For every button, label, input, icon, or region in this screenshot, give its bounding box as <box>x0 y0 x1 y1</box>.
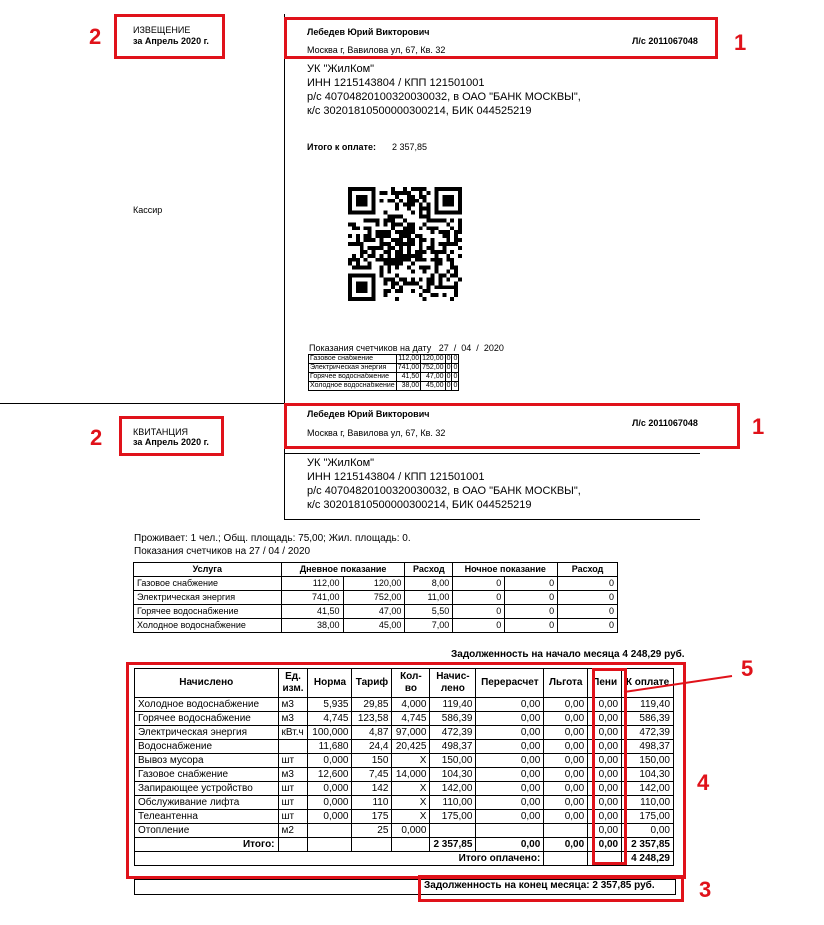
charges-cell: 0,00 <box>544 726 588 740</box>
charges-cell: Х <box>392 754 430 768</box>
charges-cell: 0,00 <box>544 796 588 810</box>
charges-cell: 586,39 <box>430 712 476 726</box>
charges-cell: 150,00 <box>622 754 674 768</box>
charges-cell: 142,00 <box>430 782 476 796</box>
charges-cell: 14,000 <box>392 768 430 782</box>
meters-cell: 38,00 <box>281 619 343 633</box>
charges-cell: 0,00 <box>544 782 588 796</box>
meters-cell: 0 <box>558 605 618 619</box>
charges-cell: 498,37 <box>622 740 674 754</box>
meters-cell: 0 <box>453 577 505 591</box>
charges-cell: 142 <box>352 782 392 796</box>
charges-cell: м3 <box>278 768 308 782</box>
charges-cell: 150,00 <box>430 754 476 768</box>
receipt-org-rs: р/с 40704820100320030032, в ОАО "БАНК МОСКВЫ", <box>307 485 581 497</box>
notice-meter-table <box>308 354 459 391</box>
meters-cell: 11,00 <box>405 591 453 605</box>
charges-cell: 119,40 <box>622 698 674 712</box>
annotation-number-1-bottom: 1 <box>752 414 765 439</box>
charges-cell: Холодное водоснабжение <box>135 698 279 712</box>
meters-row <box>134 577 618 591</box>
receipt-org-ks: к/с 30201810500000300214, БИК 044525219 <box>307 499 532 511</box>
charges-cell: 0,00 <box>588 698 622 712</box>
charges-cell: 4,745 <box>308 712 352 726</box>
charges-cell: 0,000 <box>308 754 352 768</box>
charges-cell: 150 <box>352 754 392 768</box>
total-penalty: 0,00 <box>588 838 622 852</box>
receipt-period: за Апрель 2020 г. <box>133 437 209 447</box>
notice-meter-cell: 0 <box>453 364 458 371</box>
annotation-number-2-bottom: 2 <box>90 425 103 450</box>
annotation-number-1-top: 1 <box>734 30 747 55</box>
meters-cell: 112,00 <box>281 577 343 591</box>
charges-cell: 0,00 <box>544 712 588 726</box>
meters-header-day: Дневное показание <box>281 563 405 577</box>
charges-cell: 472,39 <box>430 726 476 740</box>
total-recalc: 0,00 <box>476 838 544 852</box>
meters-cell: 0 <box>505 619 558 633</box>
charges-cell: 0,00 <box>476 768 544 782</box>
notice-meter-cell: 752,00 <box>422 364 444 371</box>
meters-row <box>134 591 618 605</box>
charges-cell: 4,745 <box>392 712 430 726</box>
notice-meter-cell: 0 <box>453 382 458 389</box>
charges-cell: 104,30 <box>622 768 674 782</box>
charges-header: Тариф <box>352 669 392 698</box>
charges-cell: 0,00 <box>588 810 622 824</box>
charges-cell: 119,40 <box>430 698 476 712</box>
charges-cell: 5,935 <box>308 698 352 712</box>
charges-cell: 0,000 <box>308 782 352 796</box>
meters-cell: 0 <box>505 605 558 619</box>
charges-header: Начис- лено <box>430 669 476 698</box>
paid-label: Итого оплачено: <box>135 852 544 866</box>
charges-cell: Обслуживание лифта <box>135 796 279 810</box>
charges-cell: 100,000 <box>308 726 352 740</box>
charges-cell: Газовое снабжение <box>135 768 279 782</box>
receipt-account-number: Л/с 2011067048 <box>632 418 698 428</box>
charges-cell: 7,45 <box>352 768 392 782</box>
annotation-number-5: 5 <box>741 656 754 681</box>
charges-header: Норма <box>308 669 352 698</box>
meters-cell: 0 <box>505 577 558 591</box>
charges-cell: 0,00 <box>588 768 622 782</box>
account-number: Л/с 2011067048 <box>632 36 698 46</box>
notice-meter-cell: 0 <box>446 355 451 362</box>
charges-header: К оплате <box>622 669 674 698</box>
receipt-payer-name: Лебедев Юрий Викторович <box>307 409 430 419</box>
charges-cell: 0,000 <box>308 810 352 824</box>
meter-month: 04 <box>461 343 472 353</box>
charges-cell: 0,00 <box>588 824 622 838</box>
charges-cell: 0,00 <box>476 726 544 740</box>
charges-cell: Х <box>392 782 430 796</box>
annotation-box-1-top <box>284 17 718 59</box>
meters-cell: 741,00 <box>281 591 343 605</box>
payer-name: Лебедев Юрий Викторович <box>307 27 430 37</box>
notice-period: за Апрель 2020 г. <box>133 36 209 46</box>
meter-year: 2020 <box>483 343 504 353</box>
total-value: 2 357,85 <box>392 142 428 152</box>
charges-cell: 586,39 <box>622 712 674 726</box>
qr-code <box>348 187 462 301</box>
meters-cell: Газовое снабжение <box>134 577 282 591</box>
charges-cell: шт <box>278 810 308 824</box>
charges-cell: 0,00 <box>544 740 588 754</box>
charges-cell: шт <box>278 782 308 796</box>
meters-cell: 0 <box>453 605 505 619</box>
charges-cell: м2 <box>278 824 308 838</box>
charges-cell: Водоснабжение <box>135 740 279 754</box>
receipt-org-name: УК "ЖилКом" <box>307 457 375 469</box>
charges-total-label: Итого: <box>135 838 279 852</box>
meters-cell: 0 <box>558 591 618 605</box>
charges-cell: Электрическая энергия <box>135 726 279 740</box>
notice-title: ИЗВЕЩЕНИЕ <box>133 25 191 35</box>
charges-cell: 110,00 <box>430 796 476 810</box>
total-to-pay: 2 357,85 <box>622 838 674 852</box>
charges-cell: м3 <box>278 712 308 726</box>
meters-cell: 0 <box>453 591 505 605</box>
receipt-org-inn: ИНН 1215143804 / КПП 121501001 <box>307 471 485 483</box>
meters-cell: 0 <box>558 619 618 633</box>
meter-date-label: Показания счетчиков на дату <box>309 343 432 353</box>
notice-meter-row <box>309 355 459 364</box>
charges-cell: 498,37 <box>430 740 476 754</box>
receipt-rule-1 <box>284 453 700 454</box>
meters-cell: Электрическая энергия <box>134 591 282 605</box>
notice-meter-cell: 47,00 <box>421 373 445 382</box>
meters-cell: 752,00 <box>343 591 405 605</box>
notice-meter-row <box>309 373 459 382</box>
cashier-label: Кассир <box>133 205 163 215</box>
notice-meter-row <box>309 382 459 391</box>
notice-meter-cell: 38,00 <box>396 382 420 391</box>
charges-cell: 11,680 <box>308 740 352 754</box>
charges-cell: 24,4 <box>352 740 392 754</box>
receipt-title: КВИТАНЦИЯ <box>133 427 189 437</box>
charges-cell: Х <box>392 796 430 810</box>
meters-cell: 7,00 <box>405 619 453 633</box>
charges-cell: 0,00 <box>588 782 622 796</box>
meters-header-usage-day: Расход <box>405 563 453 577</box>
charges-cell: 25 <box>352 824 392 838</box>
notice-meter-cell: Газовое снабжение <box>309 355 397 364</box>
charges-cell: м3 <box>278 698 308 712</box>
meters-cell: Холодное водоснабжение <box>134 619 282 633</box>
annotation-box-2-bottom <box>119 416 224 456</box>
charges-cell: 0,00 <box>588 712 622 726</box>
notice-meter-cell: 741,00 <box>397 364 420 371</box>
notice-meter-cell: 41,50 <box>396 373 420 382</box>
charges-header: Ед. изм. <box>278 669 308 698</box>
charges-header: Перерасчет <box>476 669 544 698</box>
total-charged: 2 357,85 <box>430 838 476 852</box>
meters-cell: 5,50 <box>405 605 453 619</box>
annotation-box-3 <box>418 875 684 902</box>
debt-start: Задолженность на начало месяца 4 248,29 руб. <box>451 649 685 660</box>
charges-cell: 0,00 <box>588 796 622 810</box>
notice-meter-cell: 0 <box>446 373 451 380</box>
charges-cell: 0,00 <box>544 768 588 782</box>
notice-meter-cell: 112,00 <box>396 355 420 364</box>
annotation-number-3: 3 <box>699 877 712 902</box>
charges-cell: 104,30 <box>430 768 476 782</box>
charges-cell: Отопление <box>135 824 279 838</box>
charges-cell: 0,00 <box>476 698 544 712</box>
charges-header: Пени <box>588 669 622 698</box>
meter-day: 27 <box>438 343 449 353</box>
meters-table <box>133 562 618 633</box>
meters-cell: 45,00 <box>343 619 405 633</box>
meters-cell: 0 <box>558 577 618 591</box>
receipt-rule-2 <box>284 519 700 520</box>
charges-cell: 175,00 <box>622 810 674 824</box>
meters-cell: Горячее водоснабжение <box>134 605 282 619</box>
paid-value: 4 248,29 <box>622 852 674 866</box>
charges-cell: Х <box>392 810 430 824</box>
charges-cell: 29,85 <box>352 698 392 712</box>
annotation-pointer-5 <box>620 670 740 700</box>
charges-cell: 175 <box>352 810 392 824</box>
charges-cell: 12,600 <box>308 768 352 782</box>
charges-header: Начислено <box>135 669 279 698</box>
charges-cell: 0,00 <box>588 754 622 768</box>
charges-cell: 0,00 <box>476 754 544 768</box>
charges-cell: Запирающее устройство <box>135 782 279 796</box>
charges-cell: 0,00 <box>476 740 544 754</box>
meters-header-night: Ночное показание <box>453 563 558 577</box>
org-inn: ИНН 1215143804 / КПП 121501001 <box>307 77 485 89</box>
charges-cell: шт <box>278 796 308 810</box>
charges-cell: 4,000 <box>392 698 430 712</box>
meters-cell: 120,00 <box>343 577 405 591</box>
meters-header-usage-night: Расход <box>558 563 618 577</box>
charges-cell: 0,00 <box>476 712 544 726</box>
charges-cell: Вывоз мусора <box>135 754 279 768</box>
charges-cell: 0,00 <box>622 824 674 838</box>
charges-cell: 0,00 <box>588 726 622 740</box>
meters-header-service: Услуга <box>134 563 282 577</box>
charges-cell: 0,00 <box>544 810 588 824</box>
meters-cell: 8,00 <box>405 577 453 591</box>
annotation-box-1-bottom <box>284 403 740 449</box>
charges-cell: 110,00 <box>622 796 674 810</box>
notice-meter-cell: Электрическая энергия <box>309 364 397 373</box>
charges-cell: Горячее водоснабжение <box>135 712 279 726</box>
charges-cell: 0,00 <box>544 754 588 768</box>
charges-cell: 472,39 <box>622 726 674 740</box>
charges-cell: 97,000 <box>392 726 430 740</box>
org-rs: р/с 40704820100320030032, в ОАО "БАНК МОСКВЫ", <box>307 91 581 103</box>
charges-cell: 0,00 <box>476 810 544 824</box>
debt-end: Задолженность на конец месяца: 2 357,85 руб. <box>424 880 655 891</box>
org-ks: к/с 30201810500000300214, БИК 044525219 <box>307 105 532 117</box>
meters-row <box>134 619 618 633</box>
annotation-number-2-top: 2 <box>89 24 102 49</box>
charges-cell: 110 <box>352 796 392 810</box>
notice-meter-cell: 0 <box>453 373 458 380</box>
payer-address: Москва г, Вавилова ул, 67, Кв. 32 <box>307 45 446 55</box>
charges-cell: 175,00 <box>430 810 476 824</box>
charges-cell: 0,00 <box>476 796 544 810</box>
meters-cell: 41,50 <box>281 605 343 619</box>
total-benefit: 0,00 <box>544 838 588 852</box>
charges-cell: 0,00 <box>476 782 544 796</box>
notice-meter-cell: 0 <box>446 382 451 389</box>
charges-cell: 0,00 <box>588 740 622 754</box>
notice-meter-cell: 120,00 <box>422 355 444 362</box>
charges-header: Льгота <box>544 669 588 698</box>
charges-header: Кол-во <box>392 669 430 698</box>
meters-label: Показания счетчиков на 27 / 04 / 2020 <box>134 546 311 557</box>
notice-meter-cell: 0 <box>446 364 451 371</box>
charges-cell: 20,425 <box>392 740 430 754</box>
notice-meter-cell: 45,00 <box>421 382 445 391</box>
notice-meter-date: Показания счетчиков на дату 27 / 04 / 2020 <box>309 343 504 353</box>
meters-cell: 0 <box>505 591 558 605</box>
charges-cell: шт <box>278 754 308 768</box>
living-info: Проживает: 1 чел.; Общ. площадь: 75,00; Жил. площадь: 0. <box>134 533 411 544</box>
annotation-number-4: 4 <box>697 770 710 795</box>
org-name: УК "ЖилКом" <box>307 63 375 75</box>
meters-cell: 0 <box>453 619 505 633</box>
charges-cell: Телеантенна <box>135 810 279 824</box>
charges-cell: 4,87 <box>352 726 392 740</box>
total-label: Итого к оплате: <box>307 142 376 152</box>
receipt-payer-address: Москва г, Вавилова ул, 67, Кв. 32 <box>307 428 446 438</box>
charges-cell: кВт.ч <box>278 726 308 740</box>
meters-cell: 47,00 <box>343 605 405 619</box>
charges-cell: 0,000 <box>392 824 430 838</box>
charges-cell: 123,58 <box>352 712 392 726</box>
notice-meter-cell: Горячее водоснабжение <box>309 373 397 382</box>
annotation-box-2-top <box>114 14 225 59</box>
notice-meter-row <box>309 364 459 373</box>
charges-cell: 0,000 <box>308 796 352 810</box>
notice-meter-cell: 0 <box>453 355 458 362</box>
notice-meter-cell: Холодное водоснабжение <box>310 382 395 389</box>
charges-cell: 142,00 <box>622 782 674 796</box>
charges-cell: 0,00 <box>544 698 588 712</box>
meters-row <box>134 605 618 619</box>
